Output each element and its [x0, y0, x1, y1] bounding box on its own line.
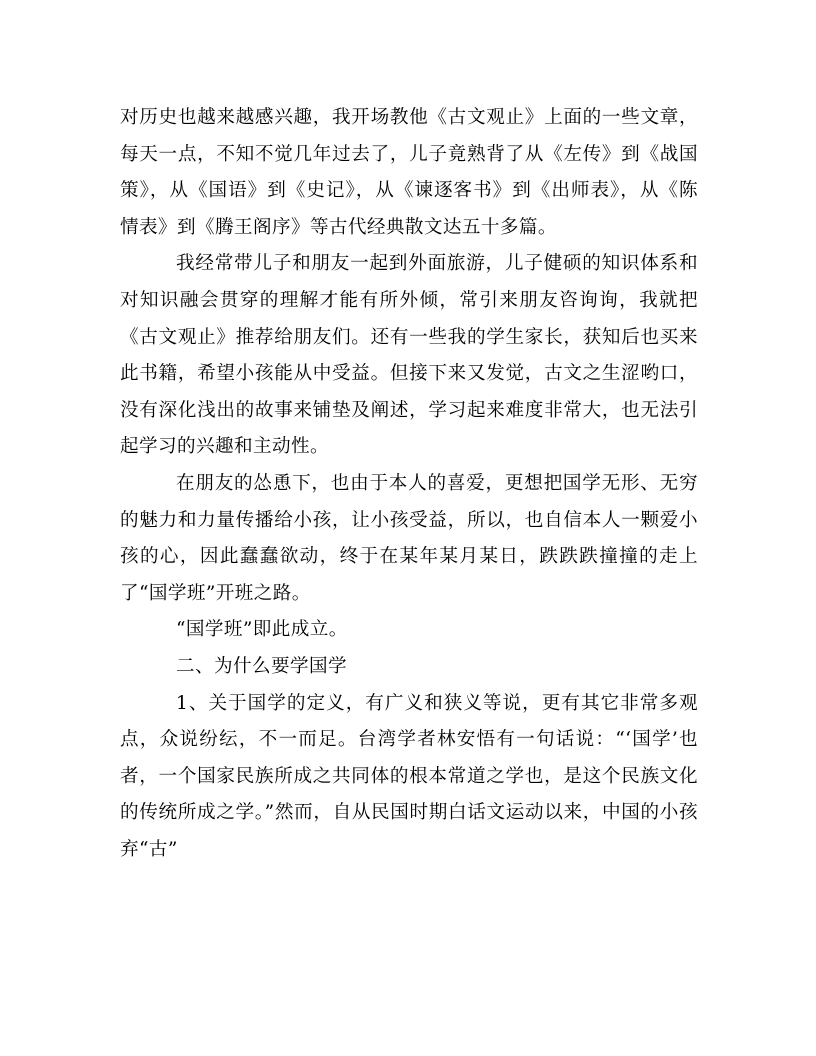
paragraph-3: 在朋友的怂恿下，也由于本人的喜爱，更想把国学无形、无穷的魅力和力量传播给小孩，让小孩受益，所以，也自信本人一颗爱小孩的心，因此蠢蠢欲动，终于在某年某月某日，跌跌跌撞撞的走上了“国学班”开班之路。 — [120, 472, 698, 604]
paragraph-2: 我经常带儿子和朋友一起到外面旅游，儿子健硕的知识体系和对知识融会贯穿的理解才能有所外倾，常引来朋友咨询询，我就把《古文观止》推荐给朋友们。还有一些我的学生家长，获知后也买来此书籍，希望小孩能从中受益。但接下来又发觉，古文之生涩哟口，没有深化浅出的故事来铺垫及阐述，学习起来难度非常大，也无法引起学习的兴趣和主动性。 — [120, 253, 698, 458]
section-heading: 二、为什么要学国学 — [176, 655, 347, 677]
paragraph-5: 1、关于国学的定义，有广义和狭义等说，更有其它非常多观点，众说纷纭，不一而足。台湾学者林安悟有一句话说：“‘国学’也者，一个国家民族所成之共同体的根本常道之学也，是这个民族文化的传统所成之学。”然而，自从民国时期白话文运动以来，中国的小孩弃“古” — [120, 692, 698, 860]
paragraph-1: 对历史也越来越感兴趣，我开场教他《古文观止》上面的一些文章，每天一点，不知不觉几年过去了，儿子竟熟背了从《左传》到《战国策》，从《国语》到《史记》，从《谏逐客书》到《出师表》，从《陈情表》到《腾王阁序》等古代经典散文达五十多篇。 — [120, 107, 698, 238]
paragraph-4: “国学班”即此成立。 — [176, 619, 348, 641]
document-body — [120, 100, 698, 868]
